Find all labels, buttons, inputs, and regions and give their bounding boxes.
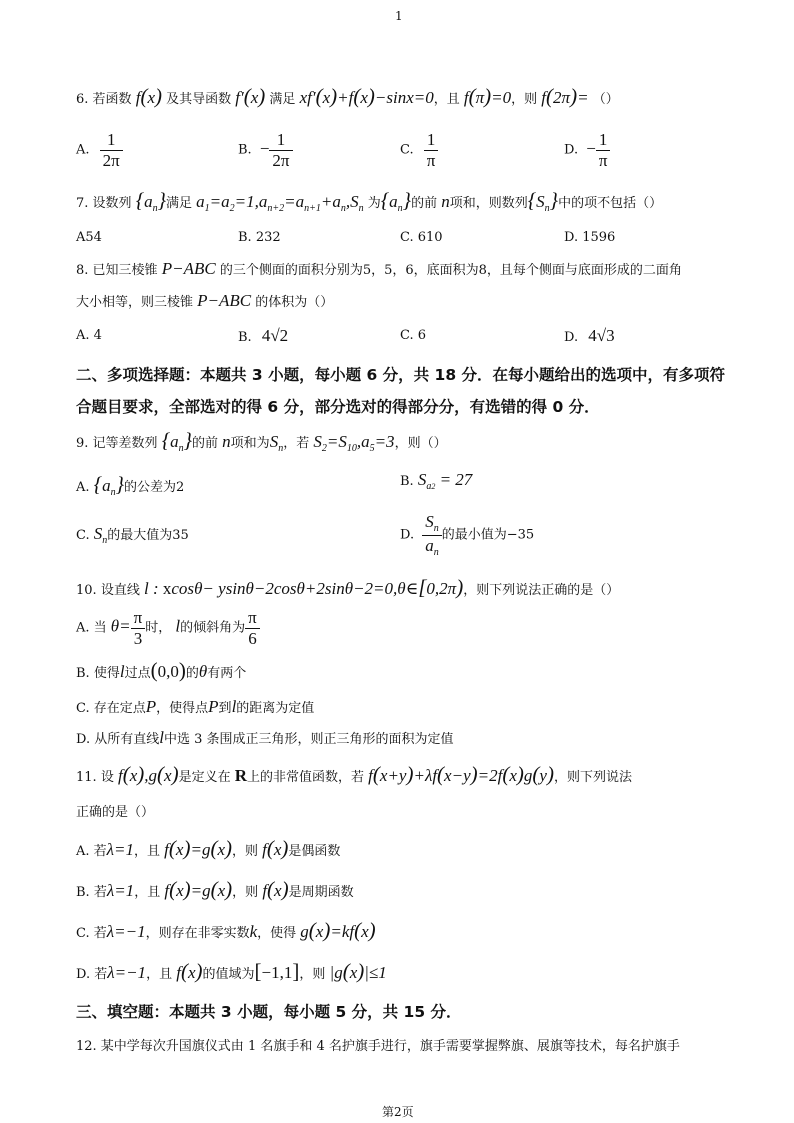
question-11-line2: 正确的是（） <box>76 805 155 820</box>
question-12: 12. 某中学每次升国旗仪式由 1 名旗手和 4 名护旗手进行，旗手需要掌握弊旗、展旗等技术，每名护旗手 <box>76 1039 680 1054</box>
q11-option-c: C. 若λ=−1，则存在非零实数k，使得 g(x)=kf(x) <box>76 918 376 942</box>
question-8-line2: 大小相等，则三棱锥 P−ABC 的体积为（） <box>76 291 334 310</box>
q7-option-d: D. 1596 <box>564 230 616 245</box>
question-11-line1: 11. 设 f(x),g(x)是定义在 R上的非常值函数，若 f(x+y)+λf(x−y)=2f(x)g(y)，则下列说法 <box>76 762 632 786</box>
q8-option-c: C. 6 <box>400 328 427 343</box>
q11-option-a: A. 若λ=1，且 f(x)=g(x)，则 f(x)是偶函数 <box>76 836 341 860</box>
q9-option-d: D. $\frac{S_n}{a_n}$ 的最小值为−35 <box>400 512 535 558</box>
q9-option-a: A. $\{a_n\}$的公差为2 <box>76 472 185 498</box>
page-number: 1 <box>395 9 403 23</box>
q7-option-a: A54 <box>76 230 102 245</box>
q10-option-a: A. 当 θ= $\frac{\pi}{3}$ 时， l的倾斜角为 $\frac{\pi}{6}$ <box>76 608 260 648</box>
q6-option-b: B. − $\frac{1}{2\pi}$ <box>238 130 293 170</box>
q10-option-b: B. 使得l过点(0,0)的θ有两个 <box>76 658 247 682</box>
q10-option-d: D. 从所有直线l中选 3 条围成正三角形，则正三角形的面积为定值 <box>76 728 454 747</box>
section-3-heading: 三、填空题：本题共 3 小题，每小题 5 分，共 15 分． <box>76 1003 462 1021</box>
q7-option-c: C. 610 <box>400 230 443 245</box>
q9-option-b: B. $S_{a2} = 27$ <box>400 470 473 492</box>
q8-option-d: D. 4√3 <box>564 326 615 345</box>
q10-option-c: C. 存在定点P，使得点P到l的距离为定值 <box>76 697 315 716</box>
section-2-heading-line1: 二、多项选择题：本题共 3 小题，每小题 6 分，共 18 分．在每小题给出的选项中，有多项符 <box>76 366 726 384</box>
question-7: 7. 设数列 $\{a_n\}$满足 $a_1=a_2=1,a_{n+2}=a_{n+1}+a_n,S_n$ 为$\{a_n\}$的前 n项和，则数列$\{S_n\}$中的项不包括（） <box>76 188 663 214</box>
q11-option-d: D. 若λ=−1，且 f(x)的值域为[−1,1]，则 |g(x)|≤1 <box>76 959 387 983</box>
question-9: 9. 记等差数列 $\{a_n\}$的前 n项和为$S_n$，若 $S_2=S_{10},a_5=3$，则（） <box>76 428 447 454</box>
q6-option-a: A. $\frac{1}{2\pi}$ <box>76 130 123 170</box>
q6-option-c: C. $\frac{1}{\pi}$ <box>400 130 438 170</box>
q11-option-b: B. 若λ=1，且 f(x)=g(x)，则 f(x)是周期函数 <box>76 877 354 901</box>
question-10: 10. 设直线 l : xcosθ− ysinθ−2cosθ+2sinθ−2=0,θ∈[0,2π)，则下列说法正确的是（） <box>76 575 620 599</box>
q6-option-d: D. − $\frac{1}{\pi}$ <box>564 130 610 170</box>
q8-option-b: B. 4√2 <box>238 326 289 345</box>
q7-option-b: B. 232 <box>238 230 281 245</box>
question-6: 6. 若函数 f(x) 及其导函数 f′(x) 满足 xf′(x)+f(x)−sinx=0，且 f(π)=0，则 f(2π)= （） <box>76 84 619 108</box>
q8-option-a: A. 4 <box>76 328 102 343</box>
q9-option-c: C. $S_n$的最大值为35 <box>76 524 189 546</box>
page-footer: 第2页 <box>382 1105 414 1119</box>
question-8-line1: 8. 已知三棱锥 P−ABC 的三个侧面的面积分别为5，5，6，底面积为8，且每个侧面与底面形成的二面角 <box>76 259 682 278</box>
section-2-heading-line2: 合题目要求，全部选对的得 6 分，部分选对的得部分分，有选错的得 0 分． <box>76 398 600 416</box>
